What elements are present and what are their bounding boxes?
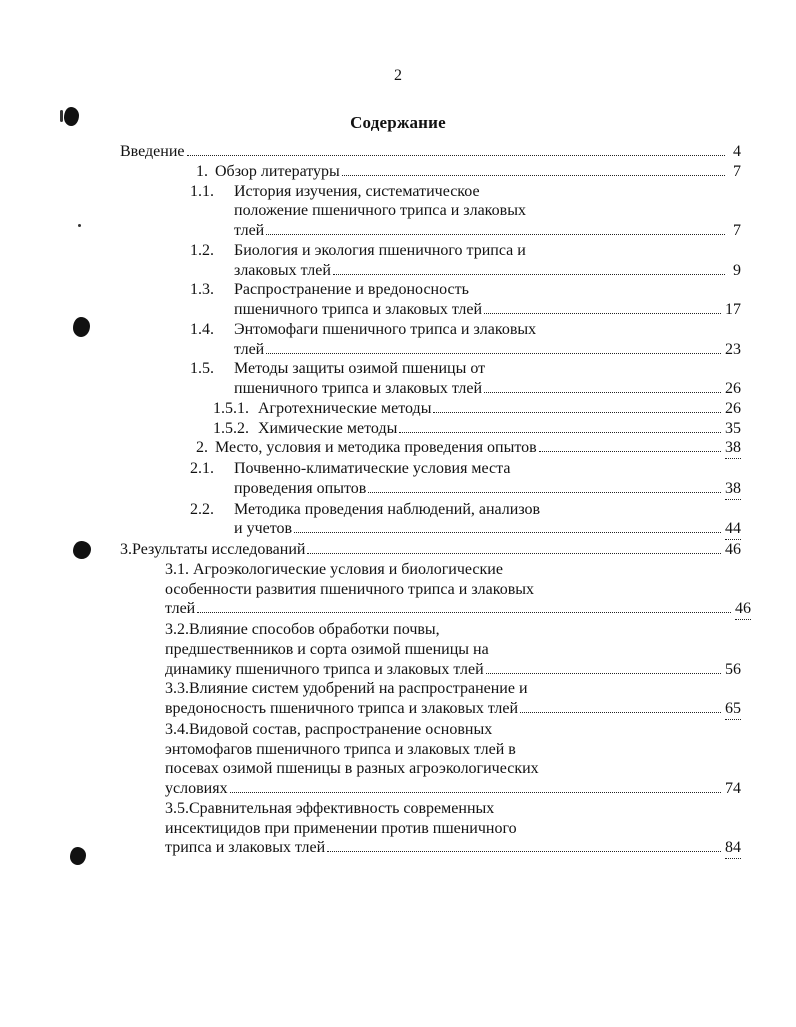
toc-entry-title-line: Методы защиты озимой пшеницы от — [234, 360, 486, 378]
toc-entry-1-5 — [0, 359, 796, 399]
toc-page-number: 4 — [733, 143, 741, 160]
toc-entry-title-line: условиях — [165, 780, 228, 797]
toc-entry-title-line: тлей — [165, 600, 196, 618]
toc-entry-3-3 — [0, 679, 796, 720]
toc-entry-number: 1.2. — [190, 241, 214, 259]
dot-leader — [399, 420, 721, 433]
toc-entry-3-2 — [0, 620, 796, 679]
toc-page-number: 44 — [725, 519, 741, 540]
toc-entry-title-line: пшеничного трипса и злаковых тлей — [234, 301, 483, 318]
document-title: Содержание — [350, 113, 446, 132]
toc-entry-title: Химические методы — [258, 419, 398, 437]
toc-entry-2 — [0, 438, 796, 459]
toc-entry-title: Обзор литературы — [215, 162, 340, 180]
toc-page-number: 74 — [725, 780, 741, 797]
toc-entry-1-2 — [0, 241, 796, 281]
toc-entry-title-line: злаковых тлей — [234, 261, 331, 279]
toc-entry-title-line: 3.4.Видовой состав, распространение основных — [165, 720, 493, 738]
toc-entry-title-line: Энтомофаги пшеничного трипса и злаковых — [234, 320, 537, 338]
toc-page-number: 38 — [725, 438, 741, 459]
table-of-contents — [0, 142, 796, 859]
toc-page-number: 23 — [725, 340, 741, 358]
toc-entry-title-line: 3.1. Агроэкологические условия и биологические — [165, 560, 503, 578]
dot-leader — [368, 480, 721, 493]
toc-entry-3-4 — [0, 720, 796, 799]
toc-entry-title-line: Биология и экология пшеничного трипса и — [234, 241, 526, 259]
toc-entry-title-line: Методика проведения наблюдений, анализов — [234, 500, 541, 518]
toc-entry-number: 2.2. — [190, 500, 214, 518]
dot-leader — [197, 600, 731, 613]
dot-leader — [520, 700, 721, 713]
dot-leader — [484, 301, 721, 314]
toc-page-number: 9 — [733, 261, 741, 279]
toc-entry-number: 1. — [196, 162, 208, 180]
toc-entry-title-line: История изучения, систематическое — [234, 182, 480, 200]
dot-leader — [307, 541, 721, 554]
toc-entry-number: 1.5. — [190, 360, 214, 378]
toc-entry-1-4 — [0, 320, 796, 360]
toc-entry-title: 3.Результаты исследований — [120, 541, 306, 558]
toc-entry-number: 1.5.2. — [213, 419, 249, 437]
toc-entry-number: 1.5.1. — [213, 399, 249, 417]
dot-leader — [327, 839, 721, 852]
toc-page-number: 46 — [725, 541, 741, 558]
toc-entry-number: 2.1. — [190, 460, 214, 477]
toc-page-number: 7 — [733, 162, 741, 180]
toc-entry-1 — [0, 162, 796, 182]
toc-entry-title-line: посевах озимой пшеницы в разных агроэкологических — [165, 760, 539, 778]
toc-entry-title-line: тлей — [234, 222, 265, 239]
toc-page-number: 35 — [725, 419, 741, 437]
toc-entry-1-1 — [0, 182, 796, 241]
toc-entry-title-line: инсектицидов при применении против пшеничного — [165, 819, 517, 837]
toc-entry-title-line: трипса и злаковых тлей — [165, 839, 326, 857]
toc-entry-number: 1.3. — [190, 281, 214, 299]
dot-leader — [486, 661, 721, 674]
toc-entry-title-line: проведения опытов — [234, 479, 367, 497]
toc-page-number: 56 — [725, 660, 741, 678]
toc-entry-title-line: и учетов — [234, 520, 293, 538]
toc-page-number: 84 — [725, 838, 741, 859]
toc-entry-title-line: вредоносность пшеничного трипса и злаковых тлей — [165, 700, 519, 717]
toc-entry-3-1 — [0, 560, 796, 620]
toc-entry-3 — [0, 540, 796, 560]
toc-entry-title-line: положение пшеничного трипса и злаковых — [234, 202, 526, 220]
toc-entry-title-line: пшеничного трипса и злаковых тлей — [234, 380, 483, 397]
toc-entry-title-line: Распространение и вредоносность — [234, 281, 469, 299]
page-number: 2 — [394, 67, 402, 84]
dot-leader — [333, 262, 725, 275]
dot-leader — [539, 439, 721, 452]
dot-leader — [266, 222, 725, 235]
toc-entry-title-line: предшественников и сорта озимой пшеницы на — [165, 640, 489, 658]
toc-entry-title: Введение — [120, 143, 185, 160]
dot-leader — [294, 520, 721, 533]
toc-entry-title-line: 3.5.Сравнительная эффективность современных — [165, 799, 495, 817]
toc-entry-title: Агротехнические методы — [258, 399, 432, 417]
dot-leader — [433, 400, 721, 413]
toc-entry-number: 1.4. — [190, 320, 214, 338]
dot-leader — [342, 163, 725, 176]
toc-entry-title-line: Почвенно-климатические условия места — [234, 460, 511, 477]
ink-speck-1 — [60, 110, 63, 122]
toc-entry-number: 2. — [196, 439, 208, 457]
toc-entry-1-5-2 — [0, 419, 796, 439]
dot-leader — [230, 780, 721, 793]
toc-entry-2-2 — [0, 500, 796, 541]
toc-entry-title-line: особенности развития пшеничного трипса и злаковых — [165, 580, 534, 598]
toc-entry-title-line: 3.3.Влияние систем удобрений на распространение и — [165, 680, 528, 698]
toc-entry-title-line: 3.2.Влияние способов обработки почвы, — [165, 621, 440, 638]
toc-entry-3-5 — [0, 799, 796, 859]
toc-page-number: 26 — [725, 399, 741, 417]
toc-page-number: 26 — [725, 380, 741, 397]
toc-entry-title-line: динамику пшеничного трипса и злаковых тлей — [165, 660, 484, 678]
toc-page-number: 7 — [733, 222, 741, 239]
toc-entry-2-1 — [0, 459, 796, 500]
toc-entry-1-3 — [0, 280, 796, 320]
toc-entry-title-line: энтомофагов пшеничного трипса и злаковых тлей в — [165, 740, 516, 758]
toc-page-number: 17 — [725, 301, 741, 318]
toc-entry-1-5-1 — [0, 399, 796, 419]
dot-leader — [187, 143, 726, 156]
dot-leader — [484, 380, 721, 393]
toc-entry-number: 1.1. — [190, 182, 214, 200]
toc-page-number: 46 — [735, 599, 751, 620]
toc-entry-title-line: тлей — [234, 340, 265, 358]
toc-entry-introduction — [0, 142, 796, 162]
toc-page-number: 65 — [725, 699, 741, 720]
toc-entry-title: Место, условия и методика проведения опытов — [215, 439, 537, 457]
dot-leader — [266, 341, 721, 354]
toc-page-number: 38 — [725, 479, 741, 500]
